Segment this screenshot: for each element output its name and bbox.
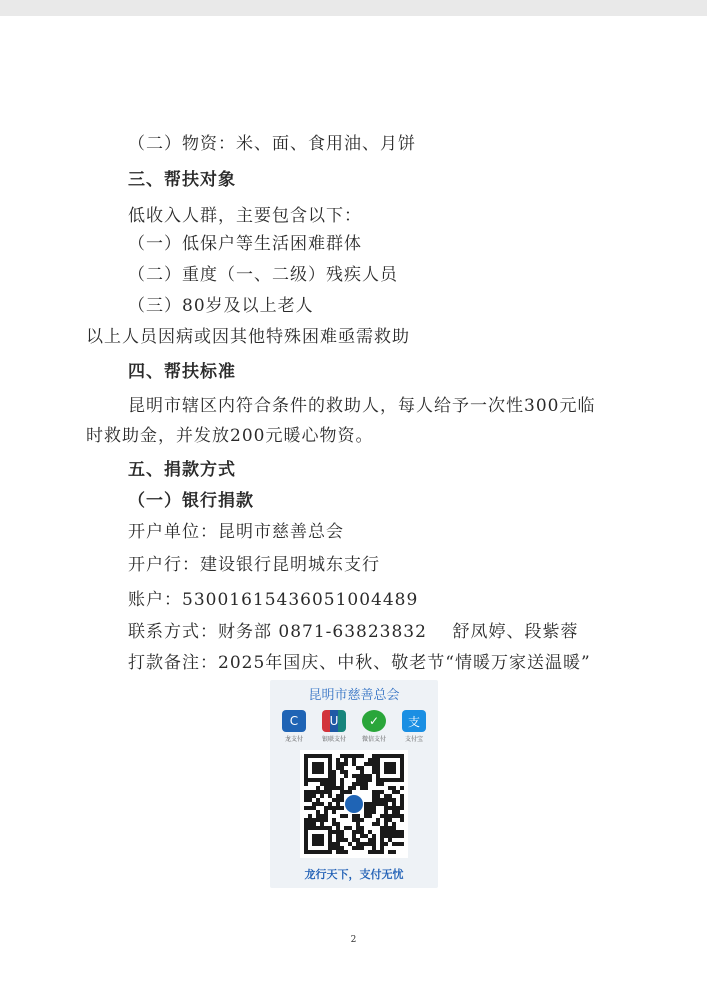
- account-unit: 开户单位：昆明市慈善总会: [128, 522, 344, 542]
- targets-note: 以上人员因病或因其他特殊困难亟需救助: [86, 327, 410, 347]
- qr-card-title: 昆明市慈善总会: [308, 688, 400, 703]
- contact-info: 联系方式：财务部 0871-63823832 舒凤婷、段紫蓉: [128, 622, 579, 642]
- payment-qr-card: [270, 680, 438, 888]
- materials-line: （二）物资：米、面、食用油、月饼: [128, 134, 416, 154]
- targets-intro: 低收入人群，主要包含以下：: [128, 206, 362, 226]
- payment-methods: [274, 710, 434, 743]
- scan-top-edge: [0, 0, 707, 16]
- payment-label: 龙支付: [284, 736, 303, 743]
- payment-method-wechat: [354, 710, 394, 743]
- target-item-1: （一）低保户等生活困难群体: [128, 234, 362, 254]
- qr-code[interactable]: [286, 750, 422, 858]
- standard-paragraph-line-1: 昆明市辖区内符合条件的救助人，每人给予一次性300元临: [128, 396, 596, 416]
- payment-label: 银联支付: [321, 736, 346, 743]
- payment-method-unionpay: [314, 710, 354, 743]
- payment-label: 支付宝: [404, 736, 423, 743]
- subheading-bank-donation: （一）银行捐款: [128, 491, 254, 511]
- account-bank: 开户行：建设银行昆明城东支行: [128, 555, 380, 575]
- remittance-note: 打款备注：2025年国庆、中秋、敬老节“情暖万家送温暖”: [128, 653, 591, 673]
- qr-card-slogan: 龙行天下，支付无忧: [304, 868, 404, 881]
- standard-paragraph-line-2: 时救助金，并发放200元暖心物资。: [86, 426, 374, 446]
- page-number: 2: [350, 935, 357, 945]
- section-heading-standard: 四、帮扶标准: [128, 362, 236, 382]
- alipay-icon: 支: [402, 710, 426, 732]
- ccb-icon: C: [282, 710, 306, 732]
- section-heading-donation: 五、捐款方式: [128, 460, 236, 480]
- payment-method-alipay: [394, 710, 434, 743]
- target-item-2: （二）重度（一、二级）残疾人员: [128, 265, 398, 285]
- wechat-pay-icon: ✓: [362, 710, 386, 732]
- account-number: 账户：53001615436051004489: [128, 590, 419, 610]
- payment-method-ccb: [274, 710, 314, 743]
- section-heading-targets: 三、帮扶对象: [128, 170, 236, 190]
- unionpay-icon: U: [322, 710, 346, 732]
- payment-label: 微信支付: [361, 736, 386, 743]
- target-item-3: （三）80岁及以上老人: [128, 296, 314, 316]
